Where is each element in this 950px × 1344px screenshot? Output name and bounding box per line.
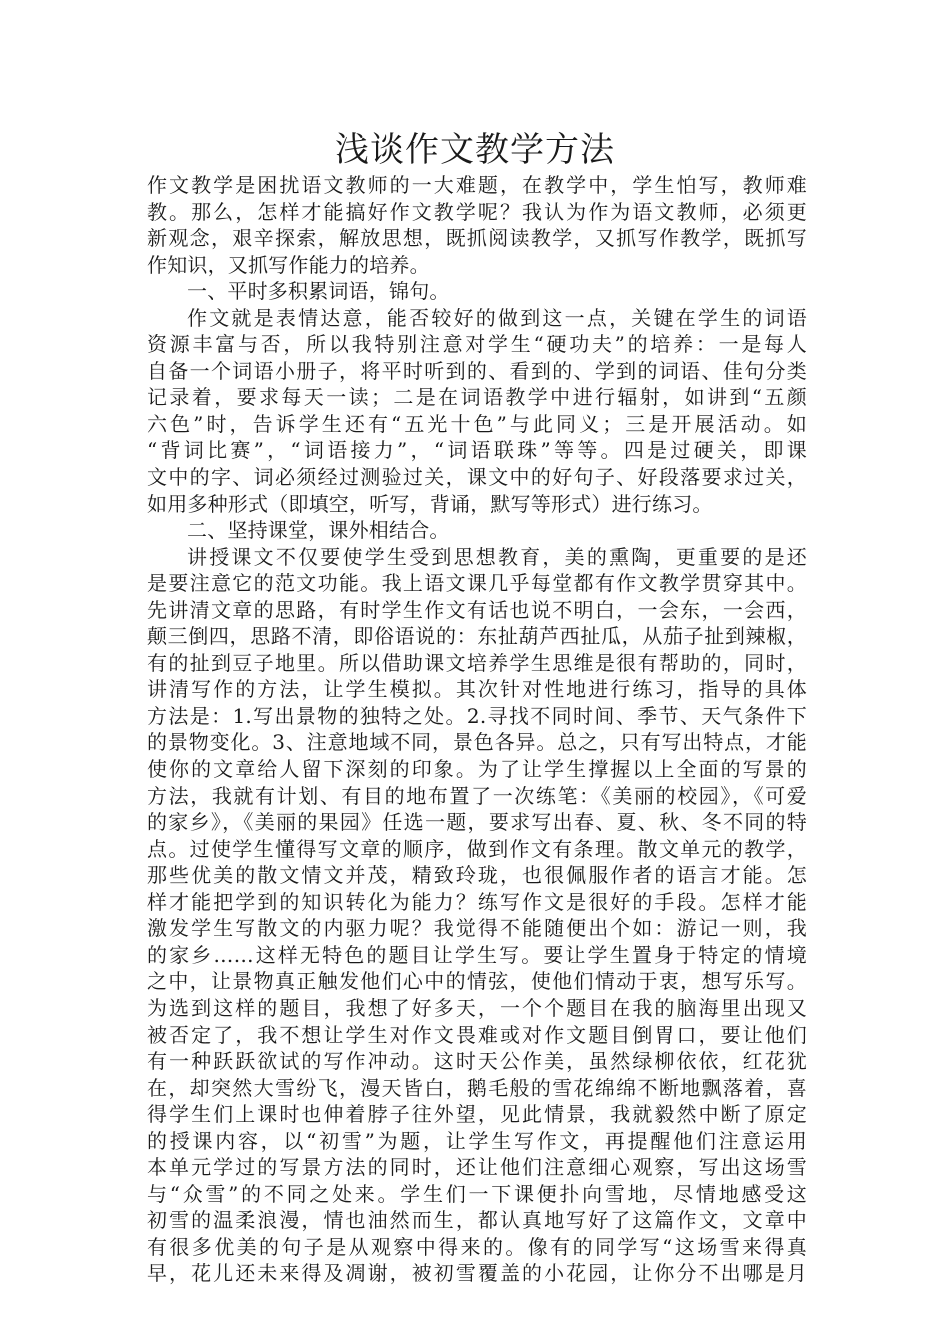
body-text-line: 被否定了，我不想让学生对作文畏难或对作文题目倒胃口，要让他们: [147, 1022, 807, 1047]
body-text-line: 作知识，又抓写作能力的培养。: [147, 252, 430, 277]
body-text-line: “背词比赛”，“词语接力”，“词语联珠”等等。四是过硬关，即课: [147, 438, 807, 463]
body-text-line: 初雪的温柔浪漫，情也油然而生，都认真地写好了这篇作文，文章中: [147, 1208, 807, 1233]
body-text-line: 记录着，要求每天一读；二是在词语教学中进行辐射，如讲到“五颜: [147, 385, 807, 410]
body-text-line: 那些优美的散文情文并茂，精致玲珑，也很佩服作者的语言才能。怎: [147, 863, 807, 888]
paragraph-first-line: 一、平时多积累词语，锦句。: [187, 279, 450, 304]
body-text-line: 方法，我就有计划、有目的地布置了一次练笔：《美丽的校园》，《可爱: [147, 783, 807, 808]
body-text-line: 的家乡……这样无特色的题目让学生写。要让学生置身于特定的情境: [147, 942, 807, 967]
body-text-line: 有一种跃跃欲试的写作冲动。这时天公作美，虽然绿柳依依，红花犹: [147, 1049, 807, 1074]
body-text-line: 有很多优美的句子是从观察中得来的。像有的同学写“这场雪来得真: [147, 1234, 807, 1259]
body-text-line: 点。过使学生懂得写文章的顺序，做到作文有条理。散文单元的教学，: [147, 836, 807, 861]
body-text-line: 先讲清文章的思路，有时学生作文有话也说不明白，一会东，一会西，: [147, 597, 807, 622]
body-text-line: 在，却突然大雪纷飞，漫天皆白，鹅毛般的雪花绵绵不断地飘落着，喜: [147, 1075, 807, 1100]
document-body: [147, 172, 807, 1287]
body-text-line: 新观念，艰辛探索，解放思想，既抓阅读教学，又抓写作教学，既抓写: [147, 226, 807, 251]
paragraph-first-line: 讲授课文不仅要使学生受到思想教育，美的熏陶，更重要的是还: [187, 544, 807, 569]
body-text-line: 为选到这样的题目，我想了好多天，一个个题目在我的脑海里出现又: [147, 995, 807, 1020]
body-text-line: 是要注意它的范文功能。我上语文课几乎每堂都有作文教学贯穿其中。: [147, 571, 807, 596]
body-text-line: 颠三倒四，思路不清，即俗语说的：东扯葫芦西扯瓜，从茄子扯到辣椒，: [147, 624, 807, 649]
paragraph-first-line: 作文就是表情达意，能否较好的做到这一点，关键在学生的词语: [187, 305, 807, 330]
body-text-line: 方法是：1.写出景物的独特之处。2.寻找不同时间、季节、天气条件下: [147, 703, 807, 728]
body-text-line: 教。那么，怎样才能搞好作文教学呢？我认为作为语文教师，必须更: [147, 199, 807, 224]
body-text-line: 讲清写作的方法，让学生模拟。其次针对性地进行练习，指导的具体: [147, 677, 807, 702]
body-text-line: 的授课内容，以“初雪”为题，让学生写作文，再提醒他们注意运用: [147, 1128, 807, 1153]
body-text-line: 六色”时，告诉学生还有“五光十色”与此同义；三是开展活动。如: [147, 411, 807, 436]
paragraph-first-line: 二、坚持课堂，课外相结合。: [187, 518, 450, 543]
body-text-line: 与“众雪”的不同之处来。学生们一下课便扑向雪地，尽情地感受这: [147, 1181, 807, 1206]
body-text-line: 自备一个词语小册子，将平时听到的、看到的、学到的词语、佳句分类: [147, 358, 807, 383]
body-text-line: 早，花儿还未来得及凋谢，被初雪覆盖的小花园，让你分不出哪是月: [147, 1261, 807, 1286]
body-text-line: 的景物变化。3、注意地域不同，景色各异。总之，只有写出特点，才能: [147, 730, 807, 755]
body-text-line: 得学生们上课时也伸着脖子往外望，见此情景，我就毅然中断了原定: [147, 1102, 807, 1127]
body-text-line: 样才能把学到的知识转化为能力？练写作文是很好的手段。怎样才能: [147, 889, 807, 914]
body-text-line: 使你的文章给人留下深刻的印象。为了让学生撑握以上全面的写景的: [147, 757, 807, 782]
body-text-line: 如用多种形式（即填空，听写，背诵，默写等形式）进行练习。: [147, 491, 713, 516]
body-text-line: 之中，让景物真正触发他们心中的情弦，使他们情动于衷，想写乐写。: [147, 969, 807, 994]
body-text-line: 文中的字、词必须经过测验过关，课文中的好句子、好段落要求过关，: [147, 465, 807, 490]
body-text-line: 的家乡》，《美丽的果园》任选一题，要求写出春、夏、秋、冬不同的特: [147, 810, 807, 835]
body-text-line: 有的扯到豆子地里。所以借助课文培养学生思维是很有帮助的，同时，: [147, 650, 807, 675]
body-text-line: 本单元学过的写景方法的同时，还让他们注意细心观察，写出这场雪: [147, 1155, 807, 1180]
document-title: 浅谈作文教学方法: [335, 130, 615, 170]
body-text-line: 作文教学是困扰语文教师的一大难题，在教学中，学生怕写，教师难: [147, 173, 807, 197]
body-text-line: 资源丰富与否，所以我特别注意对学生“硬功夫”的培养：一是每人: [147, 332, 807, 357]
body-text-line: 激发学生写散文的内驱力呢？我觉得不能随便出个如：游记一则，我: [147, 916, 807, 941]
